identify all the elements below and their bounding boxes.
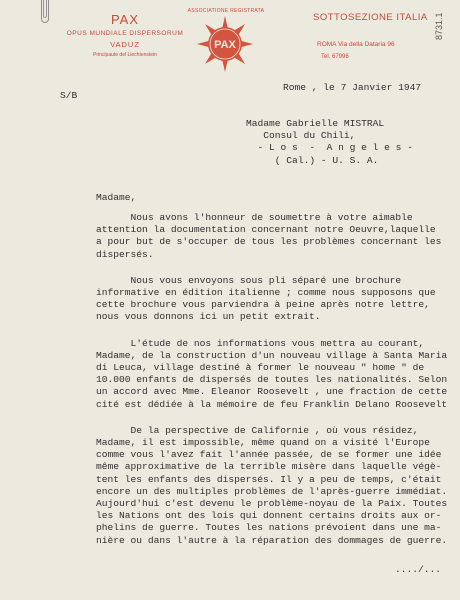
text-line: Madame, il est impossible, même quand on a visité l'Europe — [96, 437, 430, 449]
text-line: nous vous donnons ici un petit extrait. — [96, 311, 321, 323]
text-line: informative en édition italienne ; comme nous supposons que — [96, 287, 436, 299]
text-line: 10.000 enfants de dispersés de toutes les nationalités. Selon — [96, 374, 448, 386]
reference: S/B — [60, 90, 78, 101]
recipient-line: ( Cal.) - U. S. A. — [246, 154, 379, 166]
text-line: tent les enfants des dispersés. Il y a peu de temps, c'était — [96, 473, 442, 485]
paragraph — [96, 275, 448, 324]
recipient-line: Madame Gabrielle MISTRAL — [246, 118, 385, 129]
text-line: De la perspective de Californie , où vous résidez, — [96, 424, 419, 436]
org-subtitle: OPUS MUNDIALE DISPERSORUM — [66, 30, 184, 37]
recipient-line: - L o s - A n g e l e s - — [246, 142, 413, 154]
section-title: SOTTOSEZIONE ITALIA — [313, 12, 428, 23]
text-line: Nous avons l'honneur de soumettre à votre aimable — [96, 212, 413, 223]
text-line: comme vous l'avez fait l'année passée, de se former une idée — [96, 449, 442, 461]
text-line: même approximative de la terrible misère dans laquelle végè- — [96, 461, 442, 473]
salutation: Madame, — [96, 192, 137, 203]
org-note: Principaute del Liechtenstein — [93, 52, 157, 58]
org-city: VADUZ — [110, 40, 140, 49]
text-line: L'étude de nos informations vous mettra au courant, — [96, 337, 425, 349]
archive-number: 8731.1 — [434, 12, 444, 40]
paragraph — [96, 338, 448, 411]
text-line: les Nations ont des lois qui donnent certains droits aux or- — [96, 510, 442, 522]
text-line: cité est dédiée à la mémoire de feu Franklin Delano Roosevelt — [96, 398, 448, 410]
org-name: PAX — [110, 12, 140, 27]
text-line: encore un des multiples problèmes de l'après-guerre immédiat. — [96, 485, 448, 497]
section-address: ROMA Via della Dataria 96 — [317, 41, 395, 48]
text-line: Aujourd'hui c'est devenu le problème-noyau de la Paix. Toutes — [96, 498, 448, 510]
recipient-address — [246, 118, 413, 167]
paragraph — [96, 425, 448, 547]
letter-date: Rome , le 7 Janvier 1947 — [283, 82, 422, 93]
recipient-line: Consul du Chili, — [246, 130, 356, 142]
text-line: nière ou dans l'autre à la réparation des dommages de guerre. — [96, 534, 448, 546]
logo-text: PAX — [214, 39, 236, 51]
star-emblem-icon — [195, 14, 255, 74]
text-line: Nous vous envoyons sous pli séparé une brochure — [96, 274, 402, 286]
text-line: di Leuca, village destiné à former le nouveau " home " de — [96, 362, 425, 374]
text-line: attention la documentation concernant notre Oeuvre,laquelle — [96, 224, 436, 236]
text-line: phelins de guerre. Toutes les nations prévoient dans une ma- — [96, 522, 442, 534]
paragraph — [96, 212, 448, 261]
text-line: cette brochure vous parviendra à peine après notre lettre, — [96, 299, 430, 311]
text-line: Madame, de la construction d'un nouveau village à Santa Maria — [96, 349, 448, 361]
section-telephone: Tel. 67996 — [321, 54, 349, 60]
pax-logo — [195, 14, 255, 74]
text-line: a pour but de s'occuper de tous les problèmes concernant les — [96, 236, 442, 248]
association-label: ASSOCIATIONE REGISTRATA — [187, 8, 265, 14]
text-line: dispersés. — [96, 248, 154, 260]
letter-body — [96, 212, 448, 561]
paper-clip — [41, 0, 49, 23]
continuation-mark: ..../... — [395, 564, 442, 575]
text-line: un accord avec Mme. Eleanor Roosevelt , une fraction de cette — [96, 386, 448, 398]
